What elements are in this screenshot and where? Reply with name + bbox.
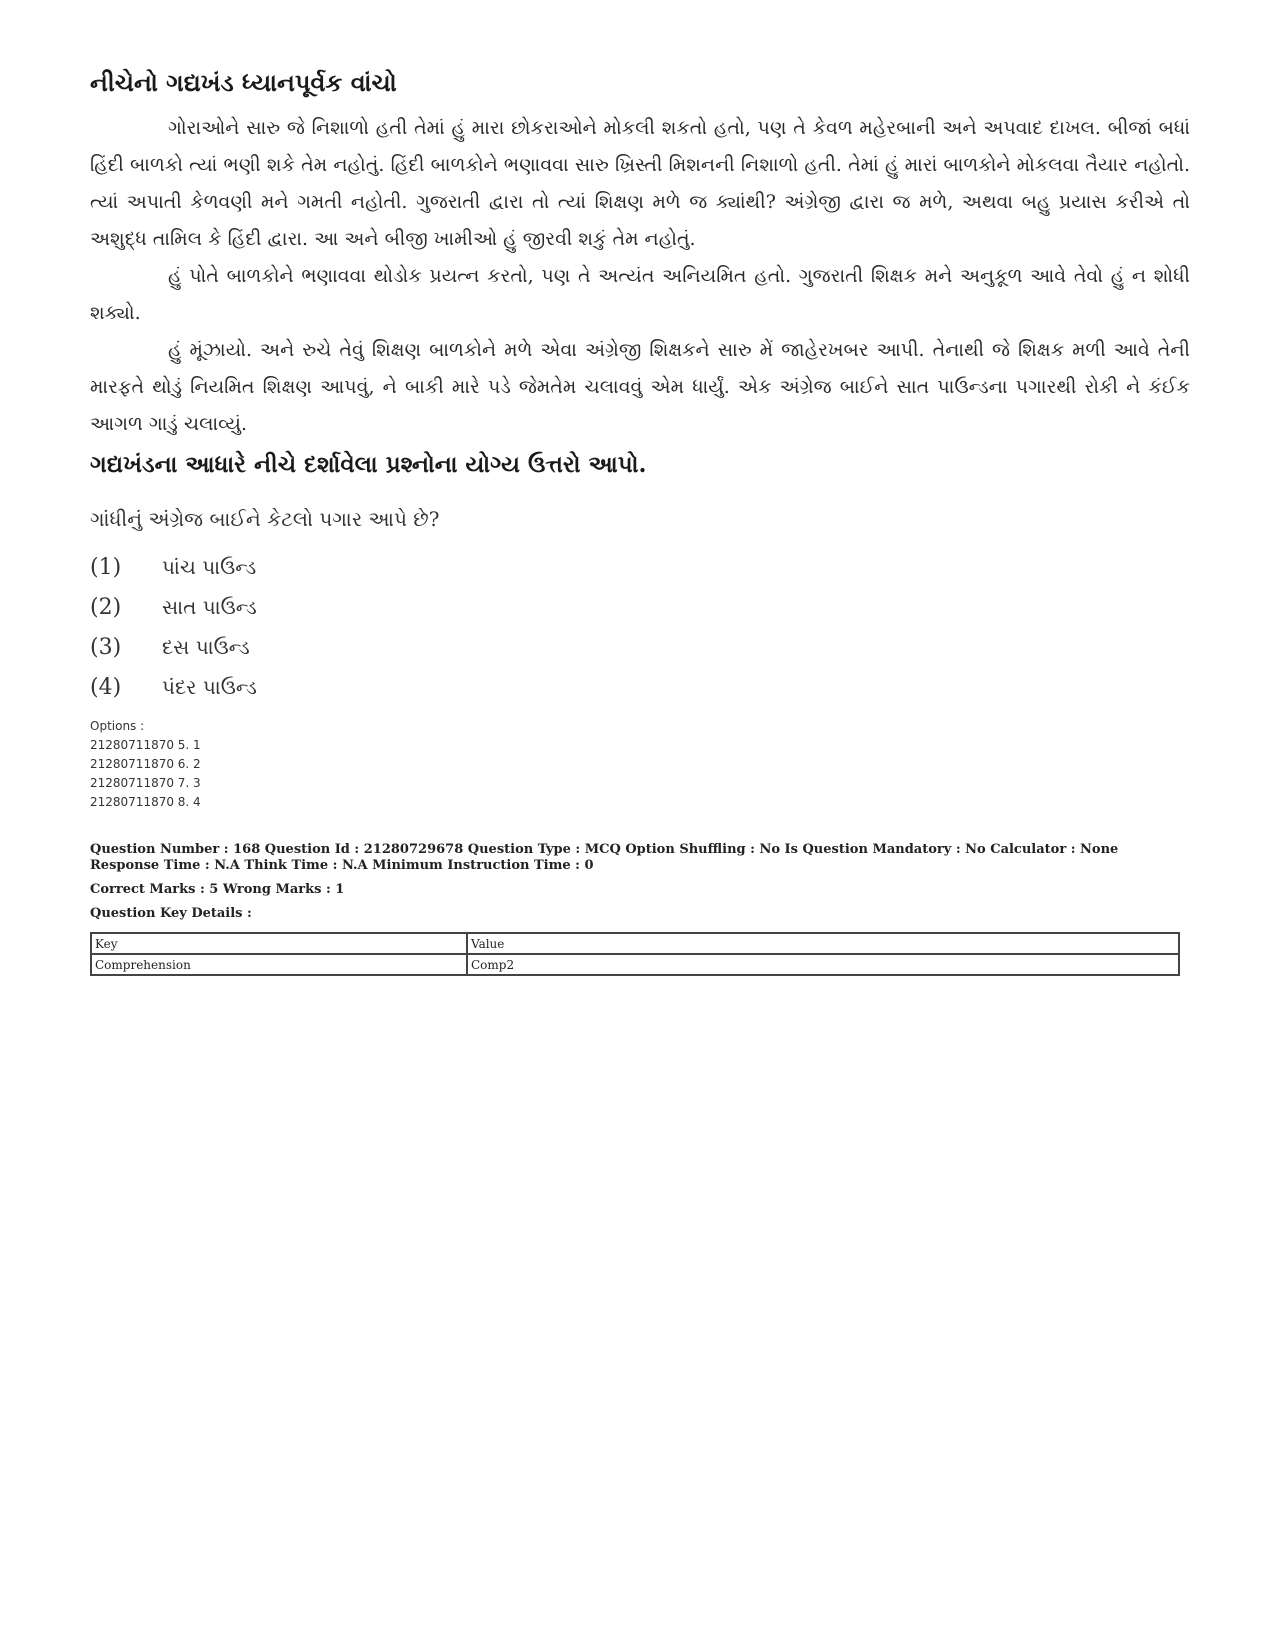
table-row [91,954,1179,975]
key-details-table [90,932,1180,976]
option-text: પંદર પાઉન્ડ [162,675,257,699]
option-number: (3) [90,634,122,660]
option-number: (2) [90,594,122,620]
option-id: 21280711870 8. 4 [90,795,201,809]
option-4[interactable] [90,667,1190,707]
table-cell-key: Comprehension [91,954,467,975]
passage-heading: નીચેનો ગદ્યખંડ ધ્યાનપૂર્વક વાંચો [90,68,397,97]
option-number: (1) [90,554,122,580]
question-text: ગાંધીનું અંગ્રેજ બાઈને કેટલો પગાર આપે છે? [90,507,440,531]
option-id: 21280711870 5. 1 [90,738,201,752]
table-header-row [91,933,1179,954]
table-cell-value: Comp2 [467,954,1179,975]
meta-line-question-info: Question Number : 168 Question Id : 21280729678 Question Type : MCQ Option Shuffling : No Is Question Mandatory : No Calculator : None [90,842,1119,857]
instruction-text: ગદ્યખંડના આધારે નીચે દર્શાવેલા પ્રશ્નોના યોગ્ય ઉત્તરો આપો. [90,451,647,478]
option-id: 21280711870 7. 3 [90,776,201,790]
question-page [90,66,1190,976]
option-ids-block [90,717,1190,812]
question-meta [90,842,1190,922]
table-header-key: Key [91,933,467,954]
passage-paragraph-3: હું મૂંઝાયો. અને રુચે તેવું શિક્ષણ બાળકોને મળે એવા અંગ્રેજી શિક્ષકને સારુ મેં જાહેરખબર આપી. તેનાથી જે શિક્ષક મળી આવે તેની મારફતે થોડું નિયમિત શિક્ષણ આપવું, ને બાકી મારે પડે જેમતેમ ચલાવવું એમ ધાર્યું. એક અંગ્રેજ બાઈને સાત પાઉન્ડના પગારથી રોકી ને કંઈક આગળ ગાડું ચલાવ્યું. [90,339,1190,435]
passage-paragraph-2: હું પોતે બાળકોને ભણાવવા થોડોક પ્રયત્ન કરતો, પણ તે અત્યંત અનિયમિત હતો. ગુજરાતી શિક્ષક મને અનુકૂળ આવે તેવો હું ન શોધી શક્યો. [90,265,1190,324]
option-number: (4) [90,674,122,700]
option-text: સાત પાઉન્ડ [162,595,257,619]
option-2[interactable] [90,587,1190,627]
meta-line-key-details: Question Key Details : [90,906,252,921]
option-id: 21280711870 6. 2 [90,757,201,771]
option-1[interactable] [90,547,1190,587]
table-header-value: Value [467,933,1179,954]
option-3[interactable] [90,627,1190,667]
options-label: Options : [90,719,145,733]
meta-line-marks: Correct Marks : 5 Wrong Marks : 1 [90,882,345,897]
passage-paragraph-1: ગોરાઓને સારુ જે નિશાળો હતી તેમાં હું મારા છોકરાઓને મોકલી શકતો હતો, પણ તે કેવળ મહેરબાની અને અપવાદ દાખલ. બીજાં બધાં હિંદી બાળકો ત્યાં ભણી શકે તેમ નહોતું. હિંદી બાળકોને ભણાવવા સારુ ખ્રિસ્તી મિશનની નિશાળો હતી. તેમાં હું મારાં બાળકોને મોકલવા તૈયાર નહોતો. ત્યાં અપાતી કેળવણી મને ગમતી નહોતી. ગુજરાતી દ્વારા તો ત્યાં શિક્ષણ મળે જ ક્યાંથી? અંગ્રેજી દ્વારા જ મળે, અથવા બહુ પ્રયાસ કરીએ તો અશુદ્ધ તામિલ કે હિંદી દ્વારા. આ અને બીજી ખામીઓ હું જીરવી શકું તેમ નહોતું. [90,117,1190,250]
option-text: પાંચ પાઉન્ડ [162,555,257,579]
option-text: દસ પાઉન્ડ [162,635,250,659]
meta-line-timing: Response Time : N.A Think Time : N.A Minimum Instruction Time : 0 [90,858,594,873]
